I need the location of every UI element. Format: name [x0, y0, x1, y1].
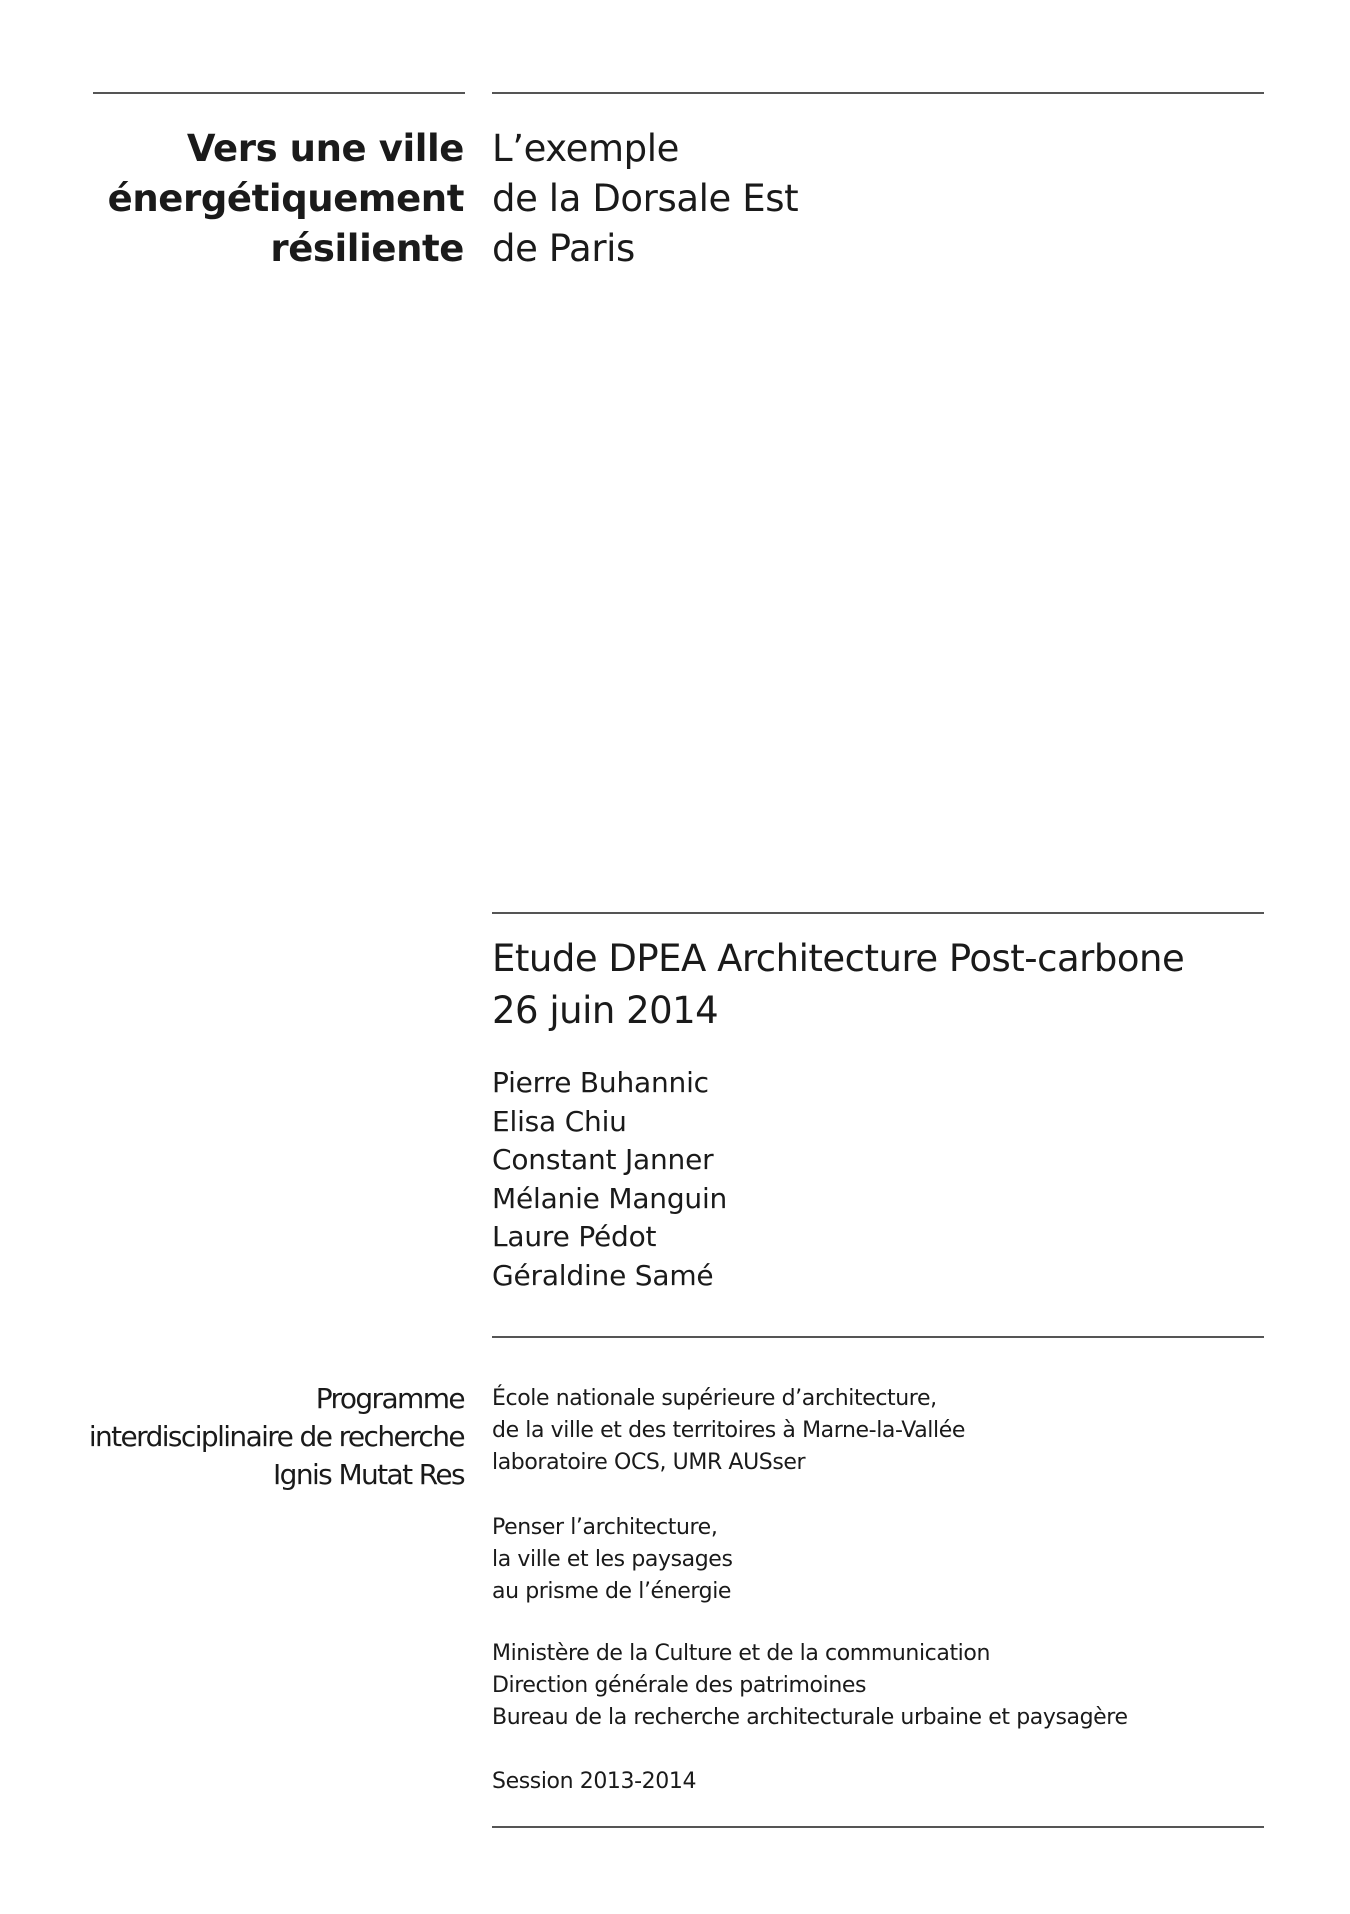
subtitle-line-2: de la Dorsale Est: [492, 177, 799, 220]
session-label: Session 2013-2014: [492, 1769, 697, 1794]
main-title-line-2: énergétiquement: [107, 177, 464, 220]
main-title-line-1: Vers une ville: [186, 127, 464, 170]
top-right-divider: [492, 92, 1264, 94]
main-title: [108, 124, 464, 274]
author-name: Pierre Buhannic: [492, 1066, 709, 1099]
subtitle-line-1: L’exemple: [492, 127, 679, 170]
author-name: Mélanie Manguin: [492, 1181, 728, 1215]
author-name: Elisa Chiu: [492, 1104, 627, 1138]
study-divider: [492, 912, 1264, 914]
theme-line-2: la ville et les paysages: [492, 1547, 733, 1572]
main-title-line-3: résiliente: [270, 227, 464, 270]
theme-info: [492, 1512, 733, 1608]
theme-line-1: Penser l’architecture,: [492, 1515, 718, 1540]
ministry-line-2: Direction générale des patrimoines: [492, 1673, 867, 1698]
school-info: [492, 1383, 965, 1479]
programme-line-2: interdisciplinaire de recherche: [88, 1420, 464, 1453]
ministry-line-1: Ministère de la Culture et de la communication: [492, 1641, 990, 1666]
programme-label: [89, 1380, 464, 1494]
session-info: [492, 1766, 696, 1798]
programme-line-3: Ignis Mutat Res: [273, 1458, 464, 1491]
subtitle-line-3: de Paris: [492, 227, 635, 270]
author-list: [492, 1064, 727, 1295]
top-left-divider: [93, 92, 465, 94]
author-name: Géraldine Samé: [492, 1258, 714, 1292]
school-line-3: laboratoire OCS, UMR AUSser: [492, 1450, 806, 1475]
ministry-line-3: Bureau de la recherche architecturale urbaine et paysagère: [492, 1705, 1128, 1730]
author-name: Laure Pédot: [492, 1220, 657, 1253]
subtitle: [492, 124, 798, 274]
study-title: Etude DPEA Architecture Post-carbone: [492, 937, 1185, 980]
ministry-info: [492, 1638, 1128, 1734]
school-line-2: de la ville et des territoires à Marne-la-Vallée: [492, 1418, 965, 1443]
theme-line-3: au prisme de l’énergie: [492, 1579, 732, 1604]
bottom-divider: [492, 1826, 1264, 1828]
programme-line-1: Programme: [315, 1382, 464, 1415]
study-heading: [492, 933, 1184, 1037]
school-line-1: École nationale supérieure d’architecture,: [492, 1386, 937, 1411]
study-date: 26 juin 2014: [492, 989, 719, 1032]
author-name: Constant Janner: [492, 1143, 714, 1176]
institution-divider: [492, 1336, 1264, 1338]
